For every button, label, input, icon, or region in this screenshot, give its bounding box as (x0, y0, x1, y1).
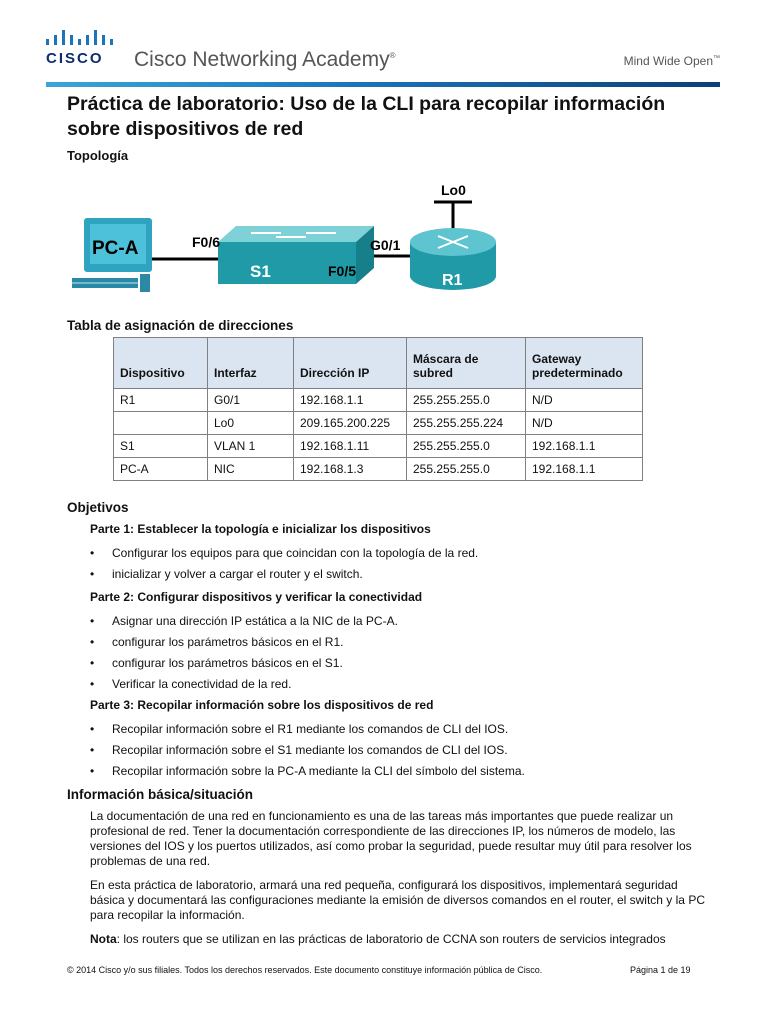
header-divider (46, 82, 720, 87)
table-row (114, 412, 643, 435)
pc-label: PC-A (92, 238, 139, 259)
background-paragraph: La documentación de una red en funcionamiento es una de las tareas más importantes que puede realizar un profesional de red. Tener la documentación correspondiente de las direcciones IP, los números de modelo, las versiones del IOS y los puertos utilizados, así como probar la seguridad, puede resultar muy útil para resolver los problemas de una red. (90, 809, 692, 868)
part-1-title: Parte 1: Establecer la topología e inicializar los dispositivos (90, 522, 431, 536)
table-row (114, 458, 643, 481)
background-paragraph: En esta práctica de laboratorio, armará una red pequeña, configurará los dispositivos, implementará seguridad básica y documentará las configuraciones mediante la emisión de diversos comandos en el router, el switch y la PC para recopilar la información. (90, 878, 705, 922)
note-label: Nota (90, 932, 117, 946)
table-cell: R1 (114, 389, 208, 412)
table-cell: 192.168.1.1 (526, 435, 643, 458)
router-label: R1 (442, 272, 463, 289)
list-item: • Recopilar información sobre el R1 mediante los comandos de CLI del IOS. (90, 719, 525, 740)
table-cell: 192.168.1.3 (294, 458, 407, 481)
list-item: • configurar los parámetros básicos en el R1. (90, 632, 398, 653)
part-3-title: Parte 3: Recopilar información sobre los dispositivos de red (90, 698, 434, 712)
part-1-list (90, 543, 478, 585)
part-3-list (90, 719, 525, 782)
list-item: • inicializar y volver a cargar el router y el switch. (90, 564, 478, 585)
table-cell: 255.255.255.224 (407, 412, 526, 435)
table-header-cell: Máscara de subred (407, 338, 526, 389)
table-cell: PC-A (114, 458, 208, 481)
table-cell: 209.165.200.225 (294, 412, 407, 435)
part-2-title: Parte 2: Configurar dispositivos y verificar la conectividad (90, 590, 423, 604)
table-header-row (114, 338, 643, 389)
list-item: • Configurar los equipos para que coincidan con la topología de la red. (90, 543, 478, 564)
table-cell: N/D (526, 389, 643, 412)
topology-heading: Topología (67, 148, 129, 163)
address-table-heading: Tabla de asignación de direcciones (67, 318, 294, 333)
pc-port-label: F0/6 (192, 234, 221, 250)
table-cell: 255.255.255.0 (407, 389, 526, 412)
list-item: • Recopilar información sobre la PC-A mediante la CLI del símbolo del sistema. (90, 761, 525, 782)
table-cell (114, 412, 208, 435)
table-cell: S1 (114, 435, 208, 458)
table-cell: N/D (526, 412, 643, 435)
footer-page-number: Página 1 de 19 (630, 965, 691, 975)
table-cell: 192.168.1.11 (294, 435, 407, 458)
note-paragraph (90, 932, 710, 947)
table-header-cell: Dirección IP (294, 338, 407, 389)
footer-copyright: © 2014 Cisco y/o sus filiales. Todos los derechos reservados. Este documento constituye información pública de Cisco. (67, 965, 543, 975)
cisco-logo-bars-icon (46, 30, 116, 48)
cisco-logo-text: CISCO (46, 50, 104, 67)
router-port-label: G0/1 (370, 237, 401, 253)
table-header-cell: Interfaz (208, 338, 294, 389)
table-cell: VLAN 1 (208, 435, 294, 458)
table-cell: 255.255.255.0 (407, 458, 526, 481)
table-cell: Lo0 (208, 412, 294, 435)
switch-port-label: F0/5 (328, 263, 357, 279)
list-item: • Verificar la conectividad de la red. (90, 674, 398, 695)
table-header-cell: Gateway predeterminado (526, 338, 643, 389)
brand-name: Cisco Networking Academy® (134, 48, 396, 71)
topology-diagram (66, 176, 506, 306)
page-header (0, 0, 768, 90)
table-cell: G0/1 (208, 389, 294, 412)
table-cell: NIC (208, 458, 294, 481)
table-row (114, 389, 643, 412)
tagline: Mind Wide Open™ (623, 54, 720, 68)
table-cell: 192.168.1.1 (294, 389, 407, 412)
list-item: • configurar los parámetros básicos en el S1. (90, 653, 398, 674)
list-item: • Recopilar información sobre el S1 mediante los comandos de CLI del IOS. (90, 740, 525, 761)
table-cell: 192.168.1.1 (526, 458, 643, 481)
list-item: • Asignar una dirección IP estática a la NIC de la PC-A. (90, 611, 398, 632)
table-cell: 255.255.255.0 (407, 435, 526, 458)
page-title: Práctica de laboratorio: Uso de la CLI para recopilar información sobre dispositivos de red (67, 93, 666, 140)
table-row (114, 435, 643, 458)
background-heading: Información básica/situación (67, 787, 254, 802)
switch-label: S1 (250, 262, 271, 281)
part-2-list (90, 611, 398, 695)
address-table (113, 337, 643, 481)
table-header-cell: Dispositivo (114, 338, 208, 389)
loopback-label: Lo0 (441, 182, 466, 198)
note-text: : los routers que se utilizan en las prácticas de laboratorio de CCNA son routers de servicios integrados (116, 932, 666, 946)
objectives-heading: Objetivos (67, 500, 129, 515)
